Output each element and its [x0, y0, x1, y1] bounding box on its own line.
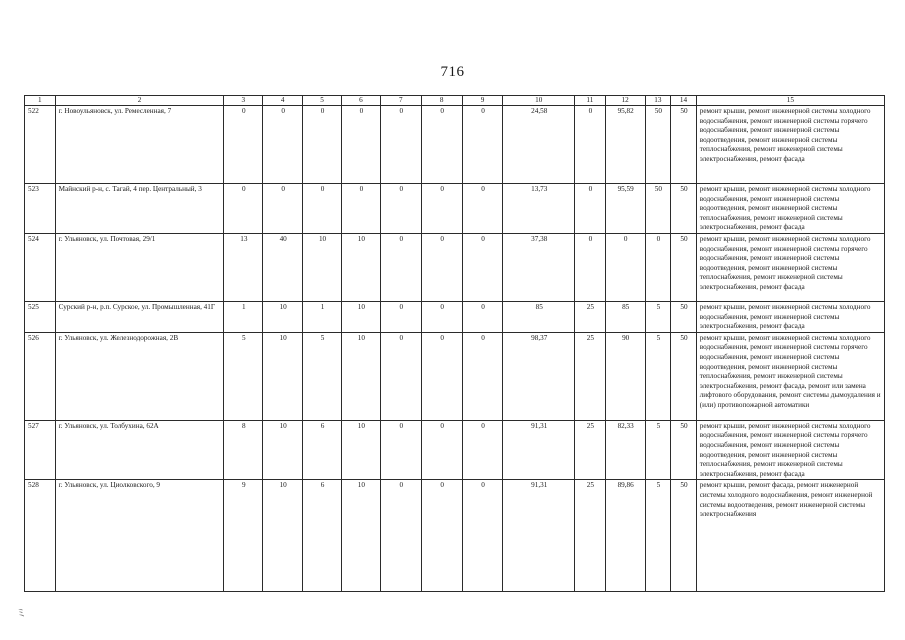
table-row [25, 332, 885, 420]
row-number: 528 [25, 480, 56, 592]
works-cell: ремонт крыши, ремонт инженерной системы холодного водоснабжения, ремонт инженерной системы горячего водоснабжения, ремонт инженерной системы водоотведения, ремонт инженерной системы теплоснабжения, ремонт инженерной системы электроснабжения, ремонт фасада [696, 233, 884, 301]
value-cell: 0 [341, 106, 380, 184]
column-header: 13 [645, 96, 671, 106]
value-cell: 0 [380, 332, 421, 420]
column-header: 6 [341, 96, 380, 106]
row-number: 524 [25, 233, 56, 301]
value-cell: 1 [224, 301, 263, 332]
value-cell: 91,31 [503, 480, 575, 592]
value-cell: 0 [380, 480, 421, 592]
column-header: 2 [55, 96, 224, 106]
value-cell: 50 [671, 332, 697, 420]
value-cell: 10 [341, 233, 380, 301]
value-cell: 0 [380, 233, 421, 301]
value-cell: 0 [224, 106, 263, 184]
row-number: 523 [25, 184, 56, 234]
value-cell: 0 [462, 233, 503, 301]
value-cell: 0 [421, 106, 462, 184]
column-header: 11 [575, 96, 606, 106]
value-cell: 0 [303, 184, 342, 234]
column-header: 8 [421, 96, 462, 106]
value-cell: 0 [380, 106, 421, 184]
table-row [25, 420, 885, 480]
table-row [25, 106, 885, 184]
column-header: 4 [263, 96, 303, 106]
row-number: 526 [25, 332, 56, 420]
works-cell: ремонт крыши, ремонт инженерной системы холодного водоснабжения, ремонт инженерной системы горячего водоснабжения, ремонт инженерной системы водоотведения, ремонт инженерной системы теплоснабжения, ремонт инженерной системы электроснабжения, ремонт фасада [696, 420, 884, 480]
value-cell: 24,58 [503, 106, 575, 184]
value-cell: 10 [341, 420, 380, 480]
value-cell: 0 [421, 480, 462, 592]
row-number: 522 [25, 106, 56, 184]
works-cell: ремонт крыши, ремонт инженерной системы холодного водоснабжения, ремонт инженерной системы горячего водоснабжения, ремонт инженерной системы водоотведения, ремонт инженерной системы теплоснабжения, ремонт инженерной системы электроснабжения, ремонт фасада, ремонт или замена лифтового оборудования, ремонт системы дымоудаления и (или) противопожарной автоматики [696, 332, 884, 420]
column-header: 9 [462, 96, 503, 106]
value-cell: 10 [263, 301, 303, 332]
value-cell: 0 [462, 332, 503, 420]
value-cell: 5 [645, 332, 671, 420]
works-cell: ремонт крыши, ремонт фасада, ремонт инженерной системы холодного водоснабжения, ремонт инженерной системы водоотведения, ремонт инженерной системы электроснабжения [696, 480, 884, 592]
value-cell: 95,59 [605, 184, 645, 234]
address-cell: Майнский р-н, с. Тагай, 4 пер. Центральный, 3 [55, 184, 224, 234]
table-row [25, 233, 885, 301]
value-cell: 0 [263, 184, 303, 234]
column-number-row [25, 96, 885, 106]
value-cell: 6 [303, 420, 342, 480]
column-header: 1 [25, 96, 56, 106]
value-cell: 0 [421, 332, 462, 420]
value-cell: 0 [303, 106, 342, 184]
address-cell: г. Ульяновск, ул. Толбухина, 62А [55, 420, 224, 480]
value-cell: 0 [575, 184, 606, 234]
value-cell: 5 [224, 332, 263, 420]
value-cell: 5 [645, 480, 671, 592]
value-cell: 10 [341, 301, 380, 332]
value-cell: 5 [645, 301, 671, 332]
value-cell: 0 [421, 233, 462, 301]
column-header: 10 [503, 96, 575, 106]
value-cell: 50 [671, 420, 697, 480]
works-cell: ремонт крыши, ремонт инженерной системы холодного водоснабжения, ремонт инженерной системы горячего водоснабжения, ремонт инженерной системы водоотведения, ремонт инженерной системы теплоснабжения, ремонт инженерной системы электроснабжения, ремонт фасада [696, 106, 884, 184]
value-cell: 13 [224, 233, 263, 301]
works-cell: ремонт крыши, ремонт инженерной системы холодного водоснабжения, ремонт инженерной системы водоотведения, ремонт инженерной системы теплоснабжения, ремонт инженерной системы электроснабжения, ремонт фасада [696, 184, 884, 234]
value-cell: 50 [645, 184, 671, 234]
value-cell: 0 [462, 420, 503, 480]
housing-register-table [24, 95, 885, 592]
value-cell: 10 [303, 233, 342, 301]
address-cell: г. Ульяновск, ул. Почтовая, 29/1 [55, 233, 224, 301]
value-cell: 10 [341, 332, 380, 420]
value-cell: 82,33 [605, 420, 645, 480]
value-cell: 8 [224, 420, 263, 480]
address-cell: г. Новоульяновск, ул. Ремесленная, 7 [55, 106, 224, 184]
value-cell: 10 [263, 332, 303, 420]
value-cell: 25 [575, 480, 606, 592]
value-cell: 5 [303, 332, 342, 420]
value-cell: 10 [263, 480, 303, 592]
value-cell: 0 [380, 420, 421, 480]
value-cell: 85 [605, 301, 645, 332]
value-cell: 95,82 [605, 106, 645, 184]
value-cell: 50 [671, 480, 697, 592]
value-cell: 0 [421, 301, 462, 332]
table-row [25, 184, 885, 234]
value-cell: 0 [421, 184, 462, 234]
value-cell: 0 [462, 184, 503, 234]
value-cell: 50 [671, 184, 697, 234]
value-cell: 50 [671, 301, 697, 332]
value-cell: 0 [380, 301, 421, 332]
value-cell: 13,73 [503, 184, 575, 234]
value-cell: 0 [224, 184, 263, 234]
value-cell: 1 [303, 301, 342, 332]
value-cell: 91,31 [503, 420, 575, 480]
value-cell: 25 [575, 301, 606, 332]
value-cell: 85 [503, 301, 575, 332]
value-cell: 50 [645, 106, 671, 184]
works-cell: ремонт крыши, ремонт инженерной системы холодного водоснабжения, ремонт инженерной системы электроснабжения, ремонт фасада [696, 301, 884, 332]
value-cell: 98,37 [503, 332, 575, 420]
column-header: 12 [605, 96, 645, 106]
value-cell: 0 [462, 301, 503, 332]
value-cell: 6 [303, 480, 342, 592]
margin-pen-mark: ﾐ [16, 605, 26, 621]
table-row [25, 301, 885, 332]
value-cell: 0 [341, 184, 380, 234]
value-cell: 89,86 [605, 480, 645, 592]
address-cell: г. Ульяновск, ул. Железнодорожная, 2В [55, 332, 224, 420]
value-cell: 50 [671, 233, 697, 301]
value-cell: 0 [380, 184, 421, 234]
value-cell: 0 [605, 233, 645, 301]
value-cell: 0 [645, 233, 671, 301]
column-header: 7 [380, 96, 421, 106]
value-cell: 0 [263, 106, 303, 184]
value-cell: 0 [462, 480, 503, 592]
value-cell: 5 [645, 420, 671, 480]
column-header: 5 [303, 96, 342, 106]
value-cell: 90 [605, 332, 645, 420]
value-cell: 0 [462, 106, 503, 184]
value-cell: 25 [575, 332, 606, 420]
value-cell: 9 [224, 480, 263, 592]
row-number: 525 [25, 301, 56, 332]
column-header: 14 [671, 96, 697, 106]
page-number: 716 [440, 64, 465, 80]
row-number: 527 [25, 420, 56, 480]
value-cell: 0 [421, 420, 462, 480]
table-row [25, 480, 885, 592]
address-cell: Сурский р-н, р.п. Сурское, ул. Промышленная, 41Г [55, 301, 224, 332]
column-header: 3 [224, 96, 263, 106]
value-cell: 0 [575, 106, 606, 184]
value-cell: 25 [575, 420, 606, 480]
value-cell: 50 [671, 106, 697, 184]
address-cell: г. Ульяновск, ул. Циолковского, 9 [55, 480, 224, 592]
column-header: 15 [696, 96, 884, 106]
value-cell: 0 [575, 233, 606, 301]
value-cell: 37,38 [503, 233, 575, 301]
value-cell: 10 [263, 420, 303, 480]
value-cell: 10 [341, 480, 380, 592]
value-cell: 40 [263, 233, 303, 301]
